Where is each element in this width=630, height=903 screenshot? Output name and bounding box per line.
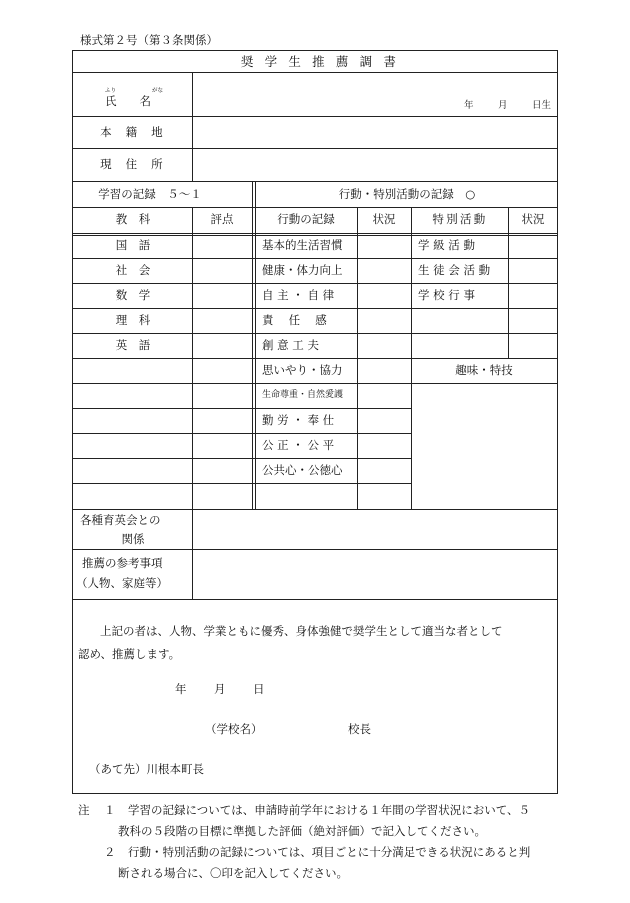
rule	[192, 509, 193, 599]
scholarship-relation-label: 各種育英会との	[80, 513, 161, 527]
rule	[72, 358, 411, 359]
behavior-item: 基本的生活習慣	[262, 238, 343, 252]
recommendation-text: 上記の者は、人物、学業ともに優秀、身体強健で奨学生として適当な者として	[100, 624, 503, 638]
rule	[411, 308, 558, 309]
rule	[72, 207, 558, 208]
rule	[411, 207, 412, 509]
behavior-item: 生命尊重・自然愛護	[262, 390, 344, 400]
birth-month-label: 月	[498, 100, 508, 111]
rule	[255, 181, 256, 509]
document-title: 奨学生推薦調書	[240, 54, 408, 69]
behavior-record-header: 行動・特別活動の記録 ○	[338, 187, 476, 201]
behavior-item: 公 正 ・ 公 平	[262, 438, 335, 452]
rule	[72, 483, 411, 484]
rule	[72, 258, 411, 259]
subject-japanese: 国 語	[115, 238, 151, 252]
school-name-label: （学校名）	[205, 722, 263, 736]
name-ruby: がな	[152, 88, 164, 94]
rule	[508, 207, 509, 358]
date-year-label: 年	[175, 682, 187, 696]
date-day-label: 日	[253, 682, 265, 696]
rule	[72, 383, 411, 384]
notes-prefix: 注	[78, 803, 90, 817]
rule	[72, 433, 411, 434]
behavior-status-header: 状況	[372, 212, 396, 226]
subject-social-studies: 社 会	[115, 263, 151, 277]
rule	[72, 148, 558, 149]
birth-year-label: 年	[464, 100, 474, 111]
rule	[72, 549, 558, 550]
behavior-item: 公共心・公徳心	[262, 463, 343, 477]
rule	[252, 181, 253, 509]
behavior-item: 創 意 工 夫	[262, 338, 319, 352]
behavior-item: 責 任 感	[262, 313, 327, 327]
subject-column-header: 教 科	[115, 212, 151, 226]
rule	[192, 72, 193, 182]
note-text: 断される場合に、〇印を記入してください。	[118, 866, 348, 880]
addressee-label: （あて先）川根本町長	[89, 762, 204, 776]
address-label: 現 住 所	[100, 157, 168, 171]
special-activity-item: 学 級 活 動	[418, 238, 475, 252]
rule	[72, 458, 411, 459]
rule	[411, 358, 558, 359]
rule	[72, 181, 558, 182]
behavior-item: 健康・体力向上	[262, 263, 343, 277]
scholarship-relation-label: 関係	[121, 532, 145, 546]
note-text: 学習の記録については、申請時前学年における１年間の学習状況において、５	[128, 803, 531, 817]
birth-day-label: 日生	[532, 100, 552, 111]
date-month-label: 月	[214, 682, 226, 696]
special-activity-item: 学 校 行 事	[418, 288, 475, 302]
rule	[72, 283, 411, 284]
rule	[357, 207, 358, 509]
domicile-label: 本 籍 地	[100, 125, 168, 139]
note-text: 教科の５段階の目標に準拠した評価（絶対評価）で記入してください。	[118, 824, 486, 838]
grade-column-header: 評点	[210, 212, 234, 226]
rule	[411, 333, 558, 334]
rule	[192, 207, 193, 509]
rule	[411, 283, 558, 284]
rule	[72, 509, 558, 510]
rule	[411, 258, 558, 259]
note-number: １	[104, 803, 116, 817]
hobby-skill-label: 趣味・特技	[455, 363, 513, 377]
rule	[72, 235, 558, 236]
note-text: 行動・特別活動の記録については、項目ごとに十分満足できる状況にあると判	[128, 845, 531, 859]
subject-science: 理 科	[115, 313, 151, 327]
recommendation-text: 認め、推薦します。	[78, 647, 181, 661]
reference-label: （人物、家庭等）	[76, 576, 168, 590]
principal-label: 校長	[348, 722, 371, 736]
behavior-column-header: 行動の記録	[277, 212, 335, 226]
behavior-item: 勤 労 ・ 奉 仕	[262, 413, 335, 427]
special-activity-item: 生 徒 会 活 動	[418, 263, 491, 277]
behavior-item: 思いやり・協力	[262, 363, 343, 377]
rule	[72, 408, 411, 409]
rule	[72, 333, 411, 334]
special-status-header: 状況	[521, 212, 545, 226]
reference-label: 推薦の参考事項	[82, 556, 163, 570]
name-label: 氏 名	[105, 94, 151, 108]
rule	[72, 599, 558, 600]
form-number-label: 様式第２号（第３条関係）	[80, 33, 218, 47]
rule	[411, 383, 558, 384]
rule	[72, 72, 558, 73]
behavior-item: 自 主 ・ 自 律	[262, 288, 335, 302]
special-activity-header: 特別活動	[432, 212, 488, 226]
note-number: ２	[104, 845, 116, 859]
rule	[72, 233, 558, 234]
name-ruby: ふり	[105, 88, 117, 94]
rule	[72, 116, 558, 117]
subject-english: 英 語	[115, 338, 151, 352]
academic-record-header: 学習の記録 ５～１	[98, 187, 202, 201]
subject-math: 数 学	[115, 288, 151, 302]
rule	[72, 308, 411, 309]
